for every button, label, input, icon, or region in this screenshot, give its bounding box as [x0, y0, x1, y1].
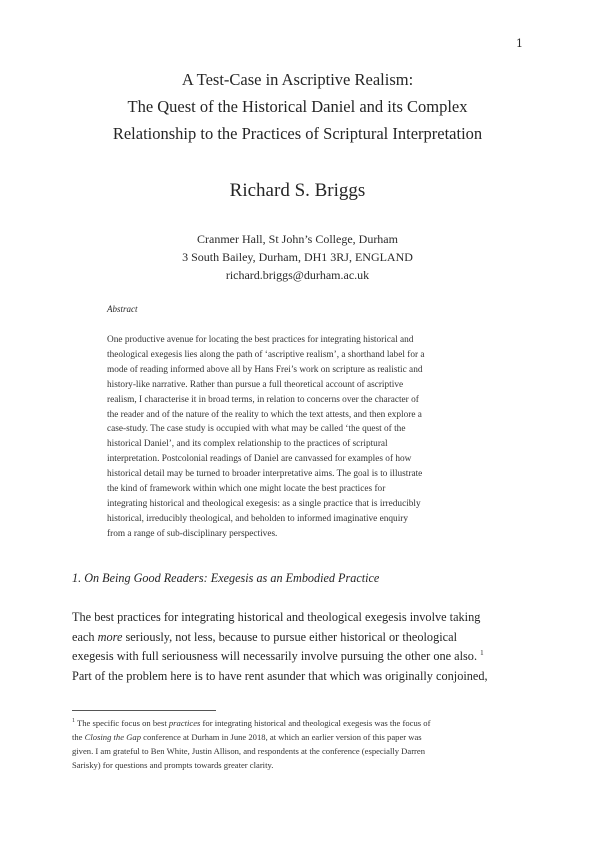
- author-name: Richard S. Briggs: [229, 180, 366, 201]
- title-line: The Quest of the Historical Daniel and its Complex: [127, 97, 468, 116]
- title-line: Relationship to the Practices of Scriptural Interpretation: [112, 124, 483, 143]
- footnote-line: [72, 730, 532, 744]
- footnote-divider: [72, 710, 216, 711]
- abstract-line: realism, I characterise it in broad terms, in relation to concerns over the character of: [107, 394, 419, 405]
- affiliation-line: 3 South Bailey, Durham, DH1 3RJ, ENGLAND: [182, 250, 413, 264]
- abstract-line: the reader and of the nature of the reality to which the text attests, and then explore a: [107, 409, 422, 420]
- abstract-heading: Abstract: [107, 304, 138, 314]
- body-text-span: each: [72, 629, 98, 644]
- body-line: [72, 647, 532, 667]
- body-line: [72, 628, 532, 648]
- abstract-line: theological exegesis lies along the path of ‘ascriptive realism’, a shorthand label for a: [107, 349, 425, 360]
- footnote-text-span: for integrating historical and theological exegesis was the focus of: [200, 718, 431, 728]
- abstract-line: mode of reading informed above all by Hans Frei’s work on scripture as realistic and: [107, 364, 423, 375]
- abstract-line: historical detail may be turned to broader interpretative aims. The goal is to illustrate: [107, 469, 423, 480]
- paper-title: [40, 66, 555, 147]
- page-number: 1: [516, 37, 523, 50]
- title-line: A Test-Case in Ascriptive Realism:: [181, 70, 414, 89]
- abstract-line: case-study. The case study is occupied with what may be called ‘the quest of the: [107, 424, 406, 435]
- footnote: [72, 716, 532, 772]
- abstract-line: the kind of framework within which one might locate the best practices for: [107, 484, 386, 495]
- abstract-line: interpretation. Postcolonial readings of Daniel are canvassed for examples of how: [107, 454, 412, 465]
- author-email: richard.briggs@durham.ac.uk: [225, 268, 370, 282]
- abstract-line: integrating historical and theological exegesis: as a single practice that is irreducibly: [107, 498, 421, 509]
- footnote-line: [72, 716, 532, 730]
- footnote-reference[interactable]: 1: [480, 649, 484, 658]
- abstract-line: historical Daniel’, and its complex relationship to the practices of scriptural: [107, 439, 388, 450]
- footnote-line: given. I am grateful to Ben White, Justin Allison, and respondents at the conference (especially Darren: [72, 746, 426, 756]
- affiliation-line: Cranmer Hall, St John’s College, Durham: [197, 232, 398, 246]
- footnote-line: Sarisky) for questions and prompts towards greater clarity.: [72, 760, 274, 770]
- body-text-span: seriously, not less, because to pursue either historical or theological: [122, 629, 457, 644]
- emphasis-text: more: [97, 629, 123, 644]
- abstract-line: historical, irreducibly theological, and beholden to informed imaginative enquiry: [107, 513, 409, 524]
- abstract-line: One productive avenue for locating the best practices for integrating historical and: [107, 335, 414, 345]
- footnote-mark: 1: [72, 718, 75, 725]
- body-line: Part of the problem here is to have rent asunder that which was originally conjoined,: [72, 668, 488, 683]
- affiliation: [40, 230, 555, 284]
- emphasis-text: Closing the Gap: [84, 732, 141, 742]
- footnote-text-span: The specific focus on best: [75, 718, 169, 728]
- abstract-line: history-like narrative. Rather than pursue a full theoretical account of ascriptive: [107, 379, 404, 390]
- footnote-text-span: conference at Durham in June 2018, at which an earlier version of this paper was: [141, 732, 422, 742]
- body-paragraph: [72, 608, 532, 686]
- body-text-span: exegesis with full seriousness will necessarily involve pursuing the other one also.: [72, 649, 478, 664]
- emphasis-text: practices: [168, 718, 201, 728]
- section-heading: 1. On Being Good Readers: Exegesis as an Embodied Practice: [72, 571, 380, 585]
- abstract-body: [107, 333, 492, 542]
- footnote-text-span: the: [72, 732, 85, 742]
- body-line: The best practices for integrating historical and theological exegesis involve taking: [72, 610, 481, 624]
- abstract-line: from a range of sub-disciplinary perspectives.: [107, 528, 278, 539]
